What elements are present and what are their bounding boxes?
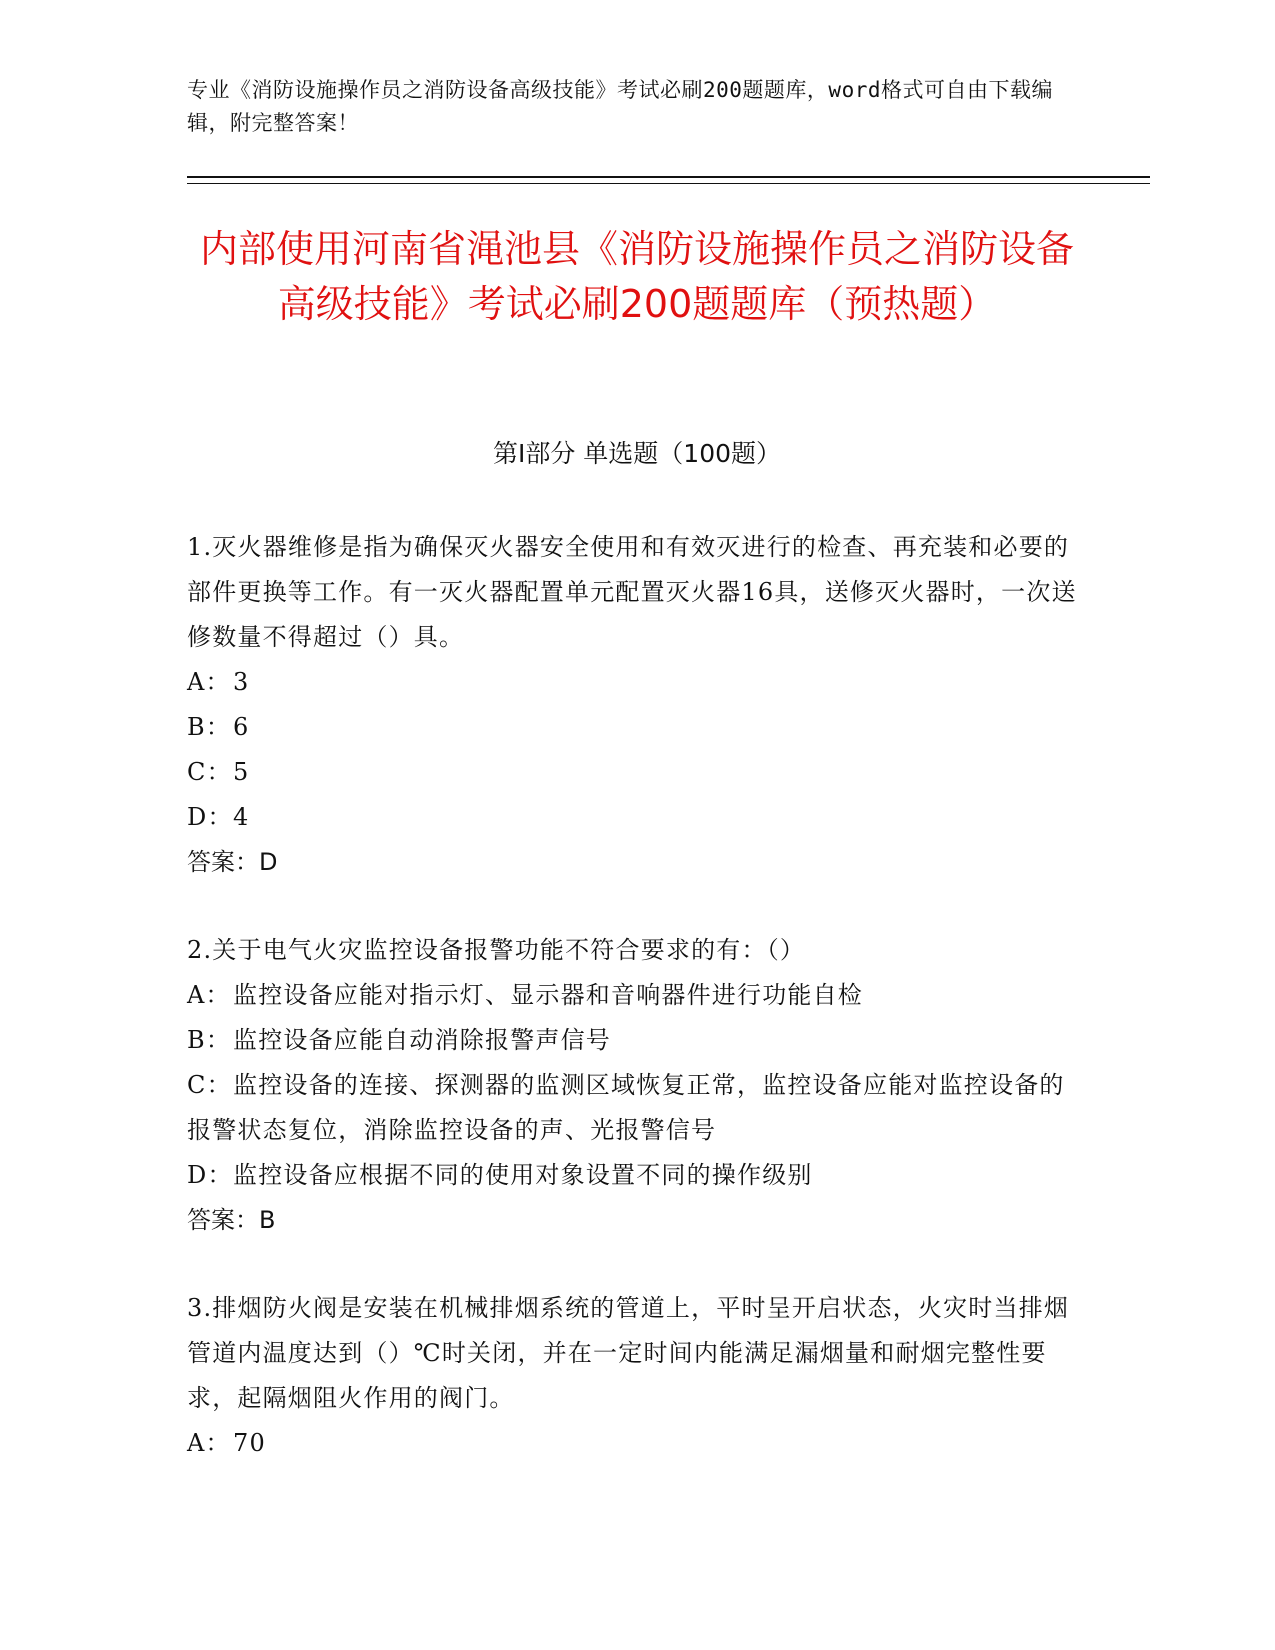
option-letter: B： <box>187 713 232 741</box>
option-text: 3 <box>233 668 250 696</box>
answer-line: 答案：D <box>187 848 278 876</box>
option-b <box>187 1018 1077 1063</box>
option-letter: D： <box>187 803 233 831</box>
header-note: 专业《消防设施操作员之消防设备高级技能》考试必刷200题题库，word格式可自由下载编辑，附完整答案！ <box>187 78 1053 135</box>
question-1 <box>187 525 1077 885</box>
option-text: 4 <box>233 803 250 831</box>
option-a <box>187 660 1077 705</box>
option-a <box>187 1421 1077 1466</box>
option-d <box>187 795 1077 840</box>
option-letter: A： <box>187 981 231 1009</box>
option-a <box>187 973 1077 1018</box>
option-letter: A： <box>187 668 231 696</box>
question-list <box>187 525 1077 1509</box>
option-text: 监控设备应能自动消除报警声信号 <box>233 1026 611 1054</box>
option-letter: C： <box>187 758 232 786</box>
answer-line: 答案：B <box>187 1206 276 1234</box>
option-d <box>187 1153 1077 1198</box>
option-letter: B： <box>187 1026 232 1054</box>
option-text: 监控设备应根据不同的使用对象设置不同的操作级别 <box>233 1161 813 1189</box>
question-stem: 2.关于电气火灾监控设备报警功能不符合要求的有：（） <box>187 936 806 964</box>
option-text: 6 <box>233 713 250 741</box>
question-2 <box>187 928 1077 1243</box>
option-c <box>187 1063 1077 1153</box>
option-text: 70 <box>233 1429 266 1457</box>
option-text: 5 <box>233 758 250 786</box>
option-letter: C： <box>187 1071 232 1099</box>
section-heading: 第Ⅰ部分 单选题（100题） <box>492 439 782 468</box>
option-text: 监控设备的连接、探测器的监测区域恢复正常，监控设备应能对监控设备的报警状态复位，消除监控设备的声、光报警信号 <box>187 1071 1065 1144</box>
option-letter: A： <box>187 1429 231 1457</box>
option-c <box>187 750 1077 795</box>
question-3 <box>187 1286 1077 1466</box>
document-title: 内部使用河南省渑池县《消防设施操作员之消防设备高级技能》考试必刷200题题库（预热题） <box>199 227 1074 326</box>
option-b <box>187 705 1077 750</box>
option-text: 监控设备应能对指示灯、显示器和音响器件进行功能自检 <box>233 981 863 1009</box>
header-divider-thin <box>187 183 1150 184</box>
question-stem: 1.灭火器维修是指为确保灭火器安全使用和有效灭进行的检查、再充装和必要的部件更换等工作。有一灭火器配置单元配置灭火器16具，送修灭火器时，一次送修数量不得超过（）具。 <box>187 533 1077 651</box>
option-letter: D： <box>187 1161 233 1189</box>
question-stem: 3.排烟防火阀是安装在机械排烟系统的管道上，平时呈开启状态，火灾时当排烟管道内温度达到（）℃时关闭，并在一定时间内能满足漏烟量和耐烟完整性要求，起隔烟阻火作用的阀门。 <box>187 1294 1070 1412</box>
header-divider-thick <box>187 176 1150 178</box>
